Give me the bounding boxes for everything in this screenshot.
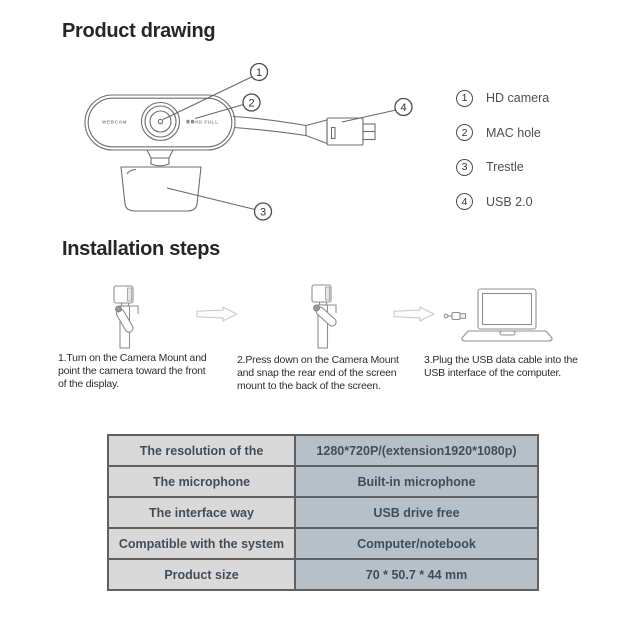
- legend-label: USB 2.0: [486, 194, 533, 209]
- callout-1: [251, 64, 268, 81]
- spec-label: The interface way: [108, 497, 295, 528]
- leader-line-3: [167, 188, 255, 210]
- circled-number-3-icon: 3: [456, 159, 473, 176]
- mic-hole-icon: [187, 120, 195, 124]
- step-2-caption: 2.Press down on the Camera Mount and snap the rear end of the screen mount to the back of the screen.: [237, 354, 399, 392]
- circled-number-1-icon: 1: [456, 90, 473, 107]
- mount-step-1-icon: [100, 282, 150, 350]
- legend-label: HD camera: [486, 91, 550, 106]
- webcam-brand-text: WEBCAM: [101, 120, 128, 126]
- spec-value: Computer/notebook: [295, 528, 538, 559]
- callout-2: [243, 94, 260, 111]
- spec-label: Product size: [108, 559, 295, 590]
- legend-label: Trestle: [486, 160, 524, 175]
- legend-item-usb: [456, 185, 549, 220]
- webcam-lens: [142, 103, 180, 141]
- webcam-trestle: [121, 150, 201, 211]
- spec-value: 1280*720P/(extension1920*1080p): [295, 435, 538, 466]
- svg-text:3: 3: [259, 206, 267, 219]
- usb-plug-icon: [444, 313, 465, 320]
- table-row: [108, 559, 538, 590]
- table-row: [108, 466, 538, 497]
- spec-value: Built-in microphone: [295, 466, 538, 497]
- callout-legend: [456, 81, 549, 219]
- mount-step-2-icon: [295, 282, 345, 350]
- spec-label: Compatible with the system: [108, 528, 295, 559]
- legend-label: MAC hole: [486, 125, 541, 140]
- table-row: [108, 435, 538, 466]
- laptop-icon: [462, 289, 552, 341]
- webcam-hd-text: HD FULL: [194, 120, 219, 126]
- spec-value: 70 * 50.7 * 44 mm: [295, 559, 538, 590]
- usb-connector: [327, 118, 375, 145]
- spec-label: The microphone: [108, 466, 295, 497]
- callout-3: [255, 203, 272, 220]
- installation-steps-title: Installation steps: [62, 238, 220, 260]
- spec-label: The resolution of the: [108, 435, 295, 466]
- webcam-diagram: [70, 55, 435, 225]
- svg-text:1: 1: [255, 67, 263, 79]
- usb-cable: [233, 117, 327, 144]
- legend-item-trestle: [456, 150, 549, 185]
- leader-line-4: [342, 110, 396, 122]
- legend-item-hd-camera: [456, 81, 549, 116]
- callout-4: [395, 99, 412, 116]
- page-title: Product drawing: [62, 20, 216, 42]
- arrow-right-icon: [393, 306, 435, 322]
- arrow-right-icon: [196, 306, 238, 322]
- table-row: [108, 528, 538, 559]
- laptop-usb-icon: [438, 285, 554, 347]
- svg-text:4: 4: [400, 102, 407, 114]
- step-3-caption: 3.Plug the USB data cable into the USB interface of the computer.: [424, 354, 578, 379]
- step-1-caption: 1.Tum on the Camera Mount and point the camera toward the front of the display.: [58, 352, 207, 390]
- table-row: [108, 497, 538, 528]
- legend-item-mac-hole: [456, 116, 549, 151]
- circled-number-4-icon: 4: [456, 193, 473, 210]
- spec-value: USB drive free: [295, 497, 538, 528]
- circled-number-2-icon: 2: [456, 124, 473, 141]
- spec-table: [107, 434, 539, 591]
- svg-text:2: 2: [248, 97, 255, 110]
